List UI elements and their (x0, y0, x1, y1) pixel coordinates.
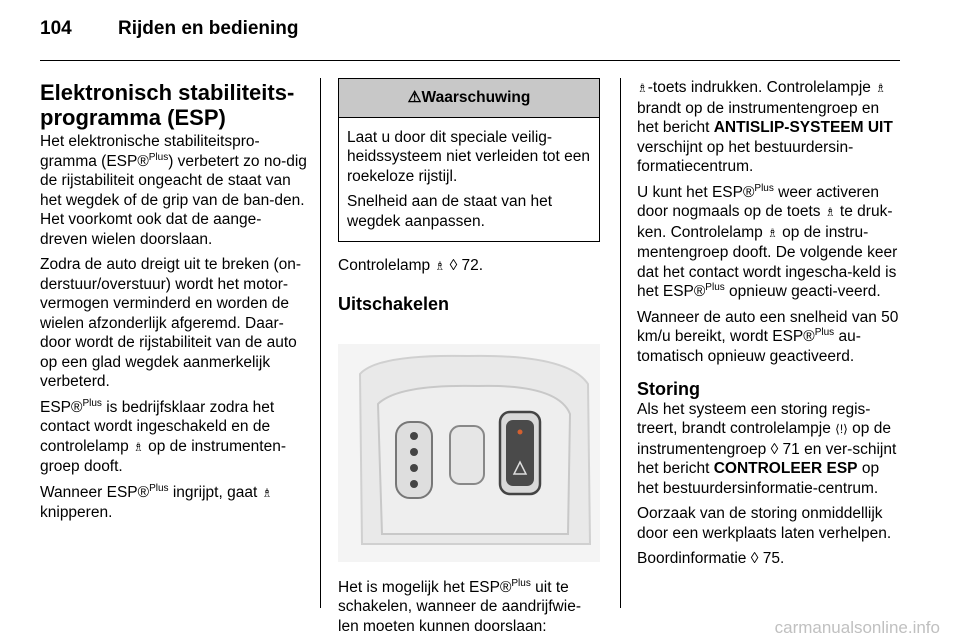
page-ref-icon: ◊ (750, 550, 759, 567)
esp-switch-photo (338, 344, 600, 562)
page-ref-icon: ◊ (770, 440, 779, 458)
esp-button-icon: ♗ (824, 205, 836, 219)
column-3 (637, 78, 903, 575)
esp-warning-icon: ♗ (261, 485, 273, 500)
warning-body (339, 118, 599, 242)
esp-warning-icon: ♗ (434, 259, 446, 273)
column-2 (338, 78, 600, 642)
plus-sup: Plus (705, 281, 725, 293)
message-antislip-uit: ANTISLIP-SYSTEEM UIT (713, 119, 893, 136)
text: ingrijpt, gaat (168, 483, 262, 501)
text: au-tomatisch opnieuw geactiveerd. (637, 328, 861, 365)
text: ) verbetert zo no-dig de rijstabiliteit ongeacht de staat van het wegdek of de grip van de ban-den. Het voorkomt ook dat de aange-dreven wielen doorslaan. (40, 152, 307, 248)
text: Het elektronische stabiliteitspro-gramma (ESP® (40, 133, 260, 170)
text: Het is mogelijk het ESP® (338, 578, 512, 596)
watermark: carmanualsonline.info (774, 618, 940, 637)
esp-heading: Elektronisch stabiliteits-programma (ESP) (40, 80, 295, 130)
plus-sup: Plus (754, 182, 774, 194)
control-lamp-reference (338, 256, 600, 277)
storing-heading: Storing (637, 379, 700, 399)
text: Wanneer de auto een snelheid van 50 km/u bereikt, wordt ESP® (637, 308, 899, 345)
text: -toets indrukken. Controlelampje (647, 79, 876, 96)
text: uit te schakelen, wanneer de aandrijfwie-len moeten kunnen doorslaan: (338, 578, 581, 635)
esp-warning-icon: ♗ (875, 81, 886, 95)
header-rule (40, 60, 900, 61)
warning-text-1: Laat u door dit speciale veilig-heidssysteem niet verleiden tot een roekeloze rijstijl. (347, 128, 590, 185)
warning-box (338, 78, 600, 242)
text: opnieuw geacti-veerd. (724, 283, 881, 300)
column-divider-right (620, 78, 621, 608)
text: 71 en ver-schijnt het bericht (637, 440, 897, 477)
text: verschijnt op het bestuurdersin-formatiecentrum. (637, 138, 854, 175)
warning-triangle-icon: ⚠ (407, 89, 422, 106)
page-ref-icon: ◊ (445, 257, 458, 274)
esp-fault-icon: ⟨!⟩ (835, 422, 848, 436)
esp-warning-icon: ♗ (767, 225, 778, 240)
message-controleer-esp: CONTROLEER ESP (713, 460, 858, 477)
text: knipperen. (40, 504, 113, 521)
text: op het bestuurdersinformatie-centrum. (637, 460, 880, 497)
plus-sup: Plus (82, 397, 102, 409)
text: Boordinformatie (637, 550, 751, 567)
warning-title: Waarschuwing (421, 89, 531, 106)
plus-sup: Plus (511, 577, 531, 589)
switch-off-paragraph (338, 578, 600, 637)
text: is bedrijfsklaar zodra het contact wordt ingeschakeld en de controlelamp (40, 398, 275, 455)
press-button-paragraph (637, 78, 903, 177)
plus-sup: Plus (814, 326, 835, 338)
esp-paragraph-4 (40, 483, 308, 523)
esp-intro (40, 132, 308, 249)
esp-warning-icon: ♗ (133, 439, 144, 454)
text: te druk-ken. Controlelamp (637, 203, 893, 241)
text: Controlelamp (338, 257, 435, 274)
esp-paragraph-3 (40, 398, 308, 477)
column-1 (40, 80, 308, 529)
text: Wanneer ESP® (40, 483, 150, 501)
plus-sup: Plus (149, 482, 169, 494)
text: op de instru-mentengroep dooft. De volgende keer dat het contact wordt ingescha-keld is het ESP® (637, 223, 898, 300)
text: 75. (758, 550, 785, 567)
repair-paragraph: Oorzaak van de storing onmiddellijk door een werkplaats laten verhelpen. (637, 505, 892, 542)
text: brandt op de instrumentengroep en het bericht (637, 99, 880, 136)
page-number: 104 (40, 18, 72, 39)
text: op de instrumenten-groep dooft. (40, 437, 286, 475)
auto-reactivate-paragraph (637, 308, 903, 367)
esp-paragraph-2: Zodra de auto dreigt uit te breken (on-derstuur/overstuur) wordt het motor-vermogen verminderd en worden de wielen afzonderlijk afgeremd. Daar-door wordt de rijstabiliteit van de auto op een glad wegdek aanmerkelijk verbeterd. (40, 256, 302, 390)
column-divider-left (320, 78, 321, 608)
page-header (40, 18, 299, 40)
text: 72. (457, 257, 484, 274)
text: weer activeren door nogmaals op de toets (637, 183, 879, 220)
text: Als het systeem een storing regis-treert, brandt controlelampje (637, 400, 871, 437)
storing-paragraph (637, 400, 903, 499)
text: ESP® (40, 398, 83, 416)
subheading-uitschakelen: Uitschakelen (338, 293, 450, 314)
board-info-paragraph (637, 549, 903, 569)
reactivate-paragraph (637, 183, 903, 302)
text: op de instrumentengroep (637, 420, 891, 458)
text: U kunt het ESP® (637, 183, 755, 201)
warning-header (339, 79, 599, 118)
plus-sup: Plus (148, 151, 169, 163)
chapter-title: Rijden en bediening (118, 18, 299, 39)
warning-text-2: Snelheid aan de staat van het wegdek aanpassen. (347, 193, 553, 230)
esp-button-icon: ♗ (637, 81, 648, 95)
